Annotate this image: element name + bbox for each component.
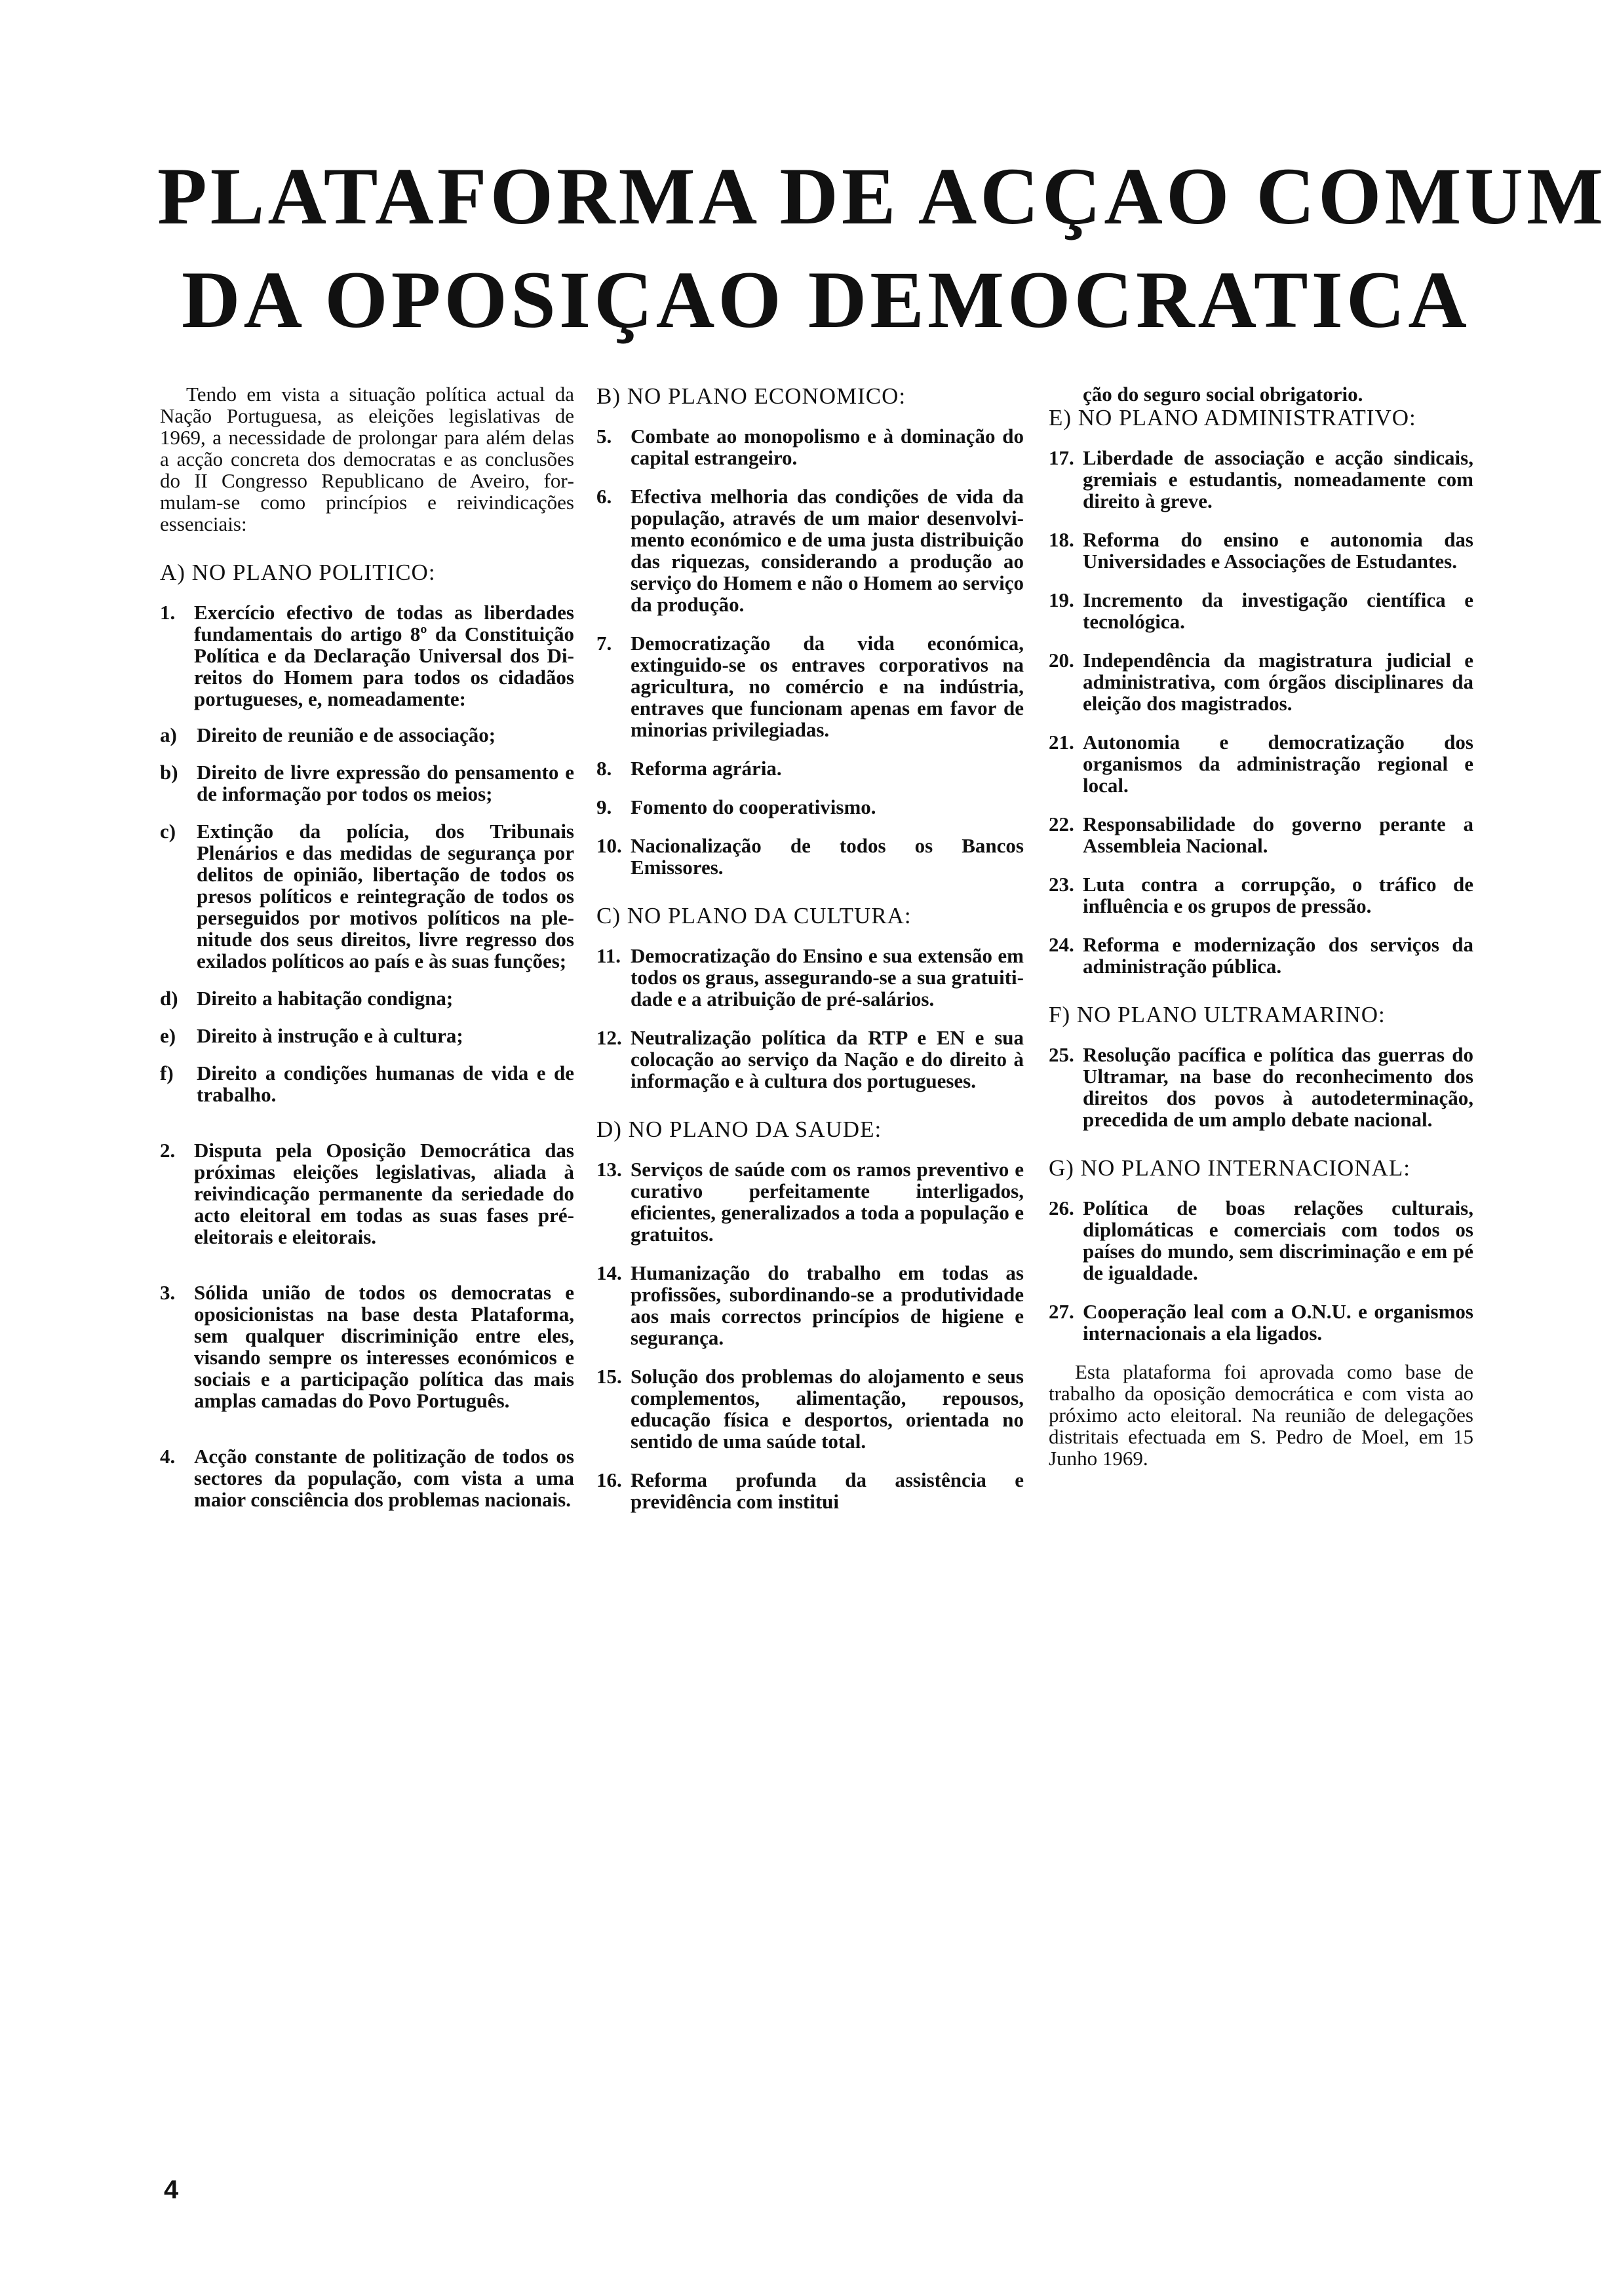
item-number: 22. (1049, 813, 1074, 835)
item-number: 19. (1049, 588, 1074, 611)
list-item (596, 632, 1024, 740)
list-item (1049, 731, 1473, 796)
sub-item-label: e) (160, 1024, 176, 1047)
list-item (1049, 1197, 1473, 1284)
list-item (596, 796, 1024, 818)
sub-item-label: b) (160, 761, 178, 784)
item-number: 17. (1049, 446, 1074, 469)
item-text: Liberdade de associação e acção sindicais, gremiais e estudantis, nomeadamente com direito à greve. (1083, 446, 1473, 512)
item-number: 6. (596, 485, 612, 508)
item-number: 27. (1049, 1300, 1074, 1323)
item-number: 3. (160, 1281, 176, 1304)
item-number: 7. (596, 632, 612, 655)
list-item (160, 602, 574, 710)
item-text: Sólida união de todos os democratas e oposicionistas na base desta Plataforma, sem qualquer discriminição entre eles, visando sempre os interesses económicos e sociais e a participação política das mais amplas camadas do Povo Português. (194, 1281, 574, 1412)
item-text: Nacionalização de todos os Bancos Emissores. (631, 834, 1024, 879)
column-3 (1049, 383, 1473, 1469)
list-item (596, 1469, 1024, 1512)
item-number: 2. (160, 1139, 176, 1162)
sub-item-text: Direito à instrução e à cultura; (197, 1024, 463, 1047)
item-text: Reforma profunda da assistência e previdência com institui (631, 1468, 1024, 1513)
list-item (596, 1158, 1024, 1245)
sub-item-label: c) (160, 820, 176, 843)
sub-item-text: Direito a condições humanas de vida e de trabalho. (197, 1062, 574, 1106)
item-number: 23. (1049, 873, 1074, 896)
list-item (160, 1282, 574, 1411)
column-1 (160, 383, 574, 1527)
item-text: Incremento da investigação científica e tecnológica. (1083, 588, 1473, 633)
item-number: 14. (596, 1261, 622, 1284)
list-item (596, 835, 1024, 878)
list-item (596, 1027, 1024, 1092)
item-text: Acção constante de politização de todos os sectores da população, com vista a uma maior consciência dos problemas nacionais. (194, 1445, 574, 1511)
item-text: Democratização do Ensino e sua extensão em todos os graus, assegurando-se a sua gratuitidade e a atribuição de pré-salários. (631, 944, 1024, 1010)
list-item (1049, 1301, 1473, 1344)
item-text: Combate ao monopolismo e à dominação do capital estrangeiro. (631, 425, 1024, 469)
sub-item (160, 987, 574, 1009)
closing-note: Esta plataforma foi aprovada como base de trabalho da oposição democrática e com vista ao próximo acto eleitoral. Na reunião de delegações distritais efectuada em S. Pedro de Moel, em 15 Junho 1969. (1049, 1360, 1473, 1470)
item-number: 20. (1049, 649, 1074, 672)
item-number: 13. (596, 1158, 622, 1181)
item-number: 1. (160, 601, 176, 624)
sub-item-label: f) (160, 1062, 174, 1084)
item-text: Reforma do ensino e autonomia das Universidades e Associações de Estudantes. (1083, 528, 1473, 573)
sub-item-label: a) (160, 723, 177, 746)
list-item (1049, 529, 1473, 572)
item-text: Reforma e modernização dos serviços da administração pública. (1083, 933, 1473, 978)
section-heading-internacional: G) NO PLANO INTERNACIONAL: (1049, 1155, 1411, 1181)
section-heading-economico: B) NO PLANO ECONOMICO: (596, 383, 906, 409)
item-text: Democratização da vida económica, extinguido-se os entraves corporativos na agricultura, no comércio e na indústria, entraves que funcionam apenas em favor de minorias privilegiadas. (631, 632, 1024, 741)
item-number: 5. (596, 425, 612, 448)
section-heading-administrativo: E) NO PLANO ADMINISTRATIVO: (1049, 405, 1416, 430)
title-line-2: DA OPOSIÇAO DEMOCRATICA (182, 255, 1470, 345)
item-number: 25. (1049, 1043, 1074, 1066)
section-heading-politico: A) NO PLANO POLITICO: (160, 560, 436, 585)
item-text: Serviços de saúde com os ramos preventivo e curativo perfeitamente interligados, eficientes, generalizados a toda a população e gratuitos. (631, 1158, 1024, 1246)
sub-item (160, 724, 574, 746)
list-item (1049, 589, 1473, 632)
sub-item-text: Extinção da polícia, dos Tribunais Plenários e das medidas de segurança por delitos de opinião, libertação de todos os presos políticos e reintegração de todos os perseguidos por motivos políticos na plenitude dos seus direitos, livre regresso dos exilados políticos ao país e às suas funções; (197, 820, 574, 972)
list-item (1049, 447, 1473, 512)
item-text: Humanização do trabalho em todas as profissões, subordinando-se a produtividade aos mais correctos princípios de higiene e segurança. (631, 1261, 1024, 1349)
list-item (1049, 873, 1473, 917)
list-item (160, 1139, 574, 1248)
item-number: 12. (596, 1026, 622, 1049)
list-item (596, 1262, 1024, 1349)
sub-item-text: Direito a habitação condigna; (197, 987, 454, 1010)
list-item (596, 1366, 1024, 1452)
list-item (160, 1445, 574, 1510)
item-text: Responsabilidade do governo perante a Assembleia Nacional. (1083, 813, 1473, 857)
list-item (596, 945, 1024, 1010)
item-number: 11. (596, 944, 621, 967)
item-text: Reforma agrária. (631, 757, 782, 780)
item-text: Efectiva melhoria das condições de vida da população, através de um maior desenvolvimento económico e de uma justa distribuição das riquezas, considerando a produção ao serviço do Homem e não o Homem ao serviço da produção. (631, 485, 1024, 616)
sub-item (160, 820, 574, 972)
list-item (1049, 649, 1473, 714)
sub-item-text: Direito de livre expressão do pensamento e de informação por todos os meios; (197, 761, 574, 805)
section-heading-ultramarino: F) NO PLANO ULTRAMARINO: (1049, 1002, 1386, 1027)
sub-item-text: Direito de reunião e de associação; (197, 723, 496, 746)
item-text: Exercício efectivo de todas as liberdades fundamentais do artigo 8º da Constituição Política e da Declaração Universal dos Direitos do Homem para todos os cidadãos portugueses, e, nomeadamente: (194, 601, 574, 710)
sub-item (160, 761, 574, 805)
sub-item (160, 1062, 574, 1105)
section-heading-saude: D) NO PLANO DA SAUDE: (596, 1117, 882, 1142)
sub-item (160, 1025, 574, 1046)
item-text: Cooperação leal com a O.N.U. e organismos internacionais a ela ligados. (1083, 1300, 1473, 1345)
list-item (596, 425, 1024, 469)
item-text: Neutralização política da RTP e EN e sua colocação ao serviço da Nação e do direito à informação e à cultura dos portugueses. (631, 1026, 1024, 1092)
item-number: 15. (596, 1365, 622, 1388)
item-number: 21. (1049, 731, 1074, 754)
list-item (1049, 1044, 1473, 1130)
list-item (1049, 934, 1473, 977)
item-text: Independência da magistratura judicial e administrativa, com órgãos disciplinares da eleição dos magistrados. (1083, 649, 1473, 715)
column-2 (596, 383, 1024, 1529)
item-number: 24. (1049, 933, 1074, 956)
list-item (1049, 813, 1473, 856)
continued-text: ção do seguro social obrigatorio. (1083, 383, 1363, 406)
item-number: 18. (1049, 528, 1074, 551)
list-item (596, 757, 1024, 779)
item-text: Política de boas relações culturais, diplomáticas e comerciais com todos os países do mundo, sem discriminação e em pé de igualdade. (1083, 1196, 1473, 1284)
title-line-1: PLATAFORMA DE ACÇAO COMUM (157, 151, 1607, 241)
item-text: Disputa pela Oposição Democrática das próximas eleições legislativas, aliada à reivindicação permanente da seriedade do acto eleitoral em todas as suas fases pré-eleitorais e eleitorais. (194, 1139, 574, 1248)
intro-paragraph: Tendo em vista a situação política actual da Nação Portuguesa, as eleições legislativas de 1969, a necessidade de prolongar para além delas a acção concreta dos democratas e as conclusões do II Congresso Republicano de Aveiro, formulam-se como princípios e reivindicações essenciais: (160, 383, 574, 535)
item-number: 16. (596, 1468, 622, 1491)
page-number: 4 (164, 2175, 179, 2204)
item-text: Solução dos problemas do alojamento e seus complementos, alimentação, repousos, educação física e desportos, orientada no sentido de uma saúde total. (631, 1365, 1024, 1453)
item-number: 4. (160, 1445, 176, 1468)
item-number: 10. (596, 834, 622, 857)
item-number: 8. (596, 757, 612, 780)
list-item (596, 486, 1024, 615)
item-number: 9. (596, 795, 612, 818)
item-text: Autonomia e democratização dos organismos da administração regional e local. (1083, 731, 1473, 797)
item-text: Resolução pacífica e política das guerras do Ultramar, na base do reconhecimento dos direitos dos povos à autodeterminação, precedida de um amplo debate nacional. (1083, 1043, 1473, 1131)
item-text: Fomento do cooperativismo. (631, 795, 876, 818)
item-text: Luta contra a corrupção, o tráfico de influência e os grupos de pressão. (1083, 873, 1473, 917)
section-heading-cultura: C) NO PLANO DA CULTURA: (596, 903, 912, 928)
sub-item-label: d) (160, 987, 178, 1010)
item-number: 26. (1049, 1196, 1074, 1219)
